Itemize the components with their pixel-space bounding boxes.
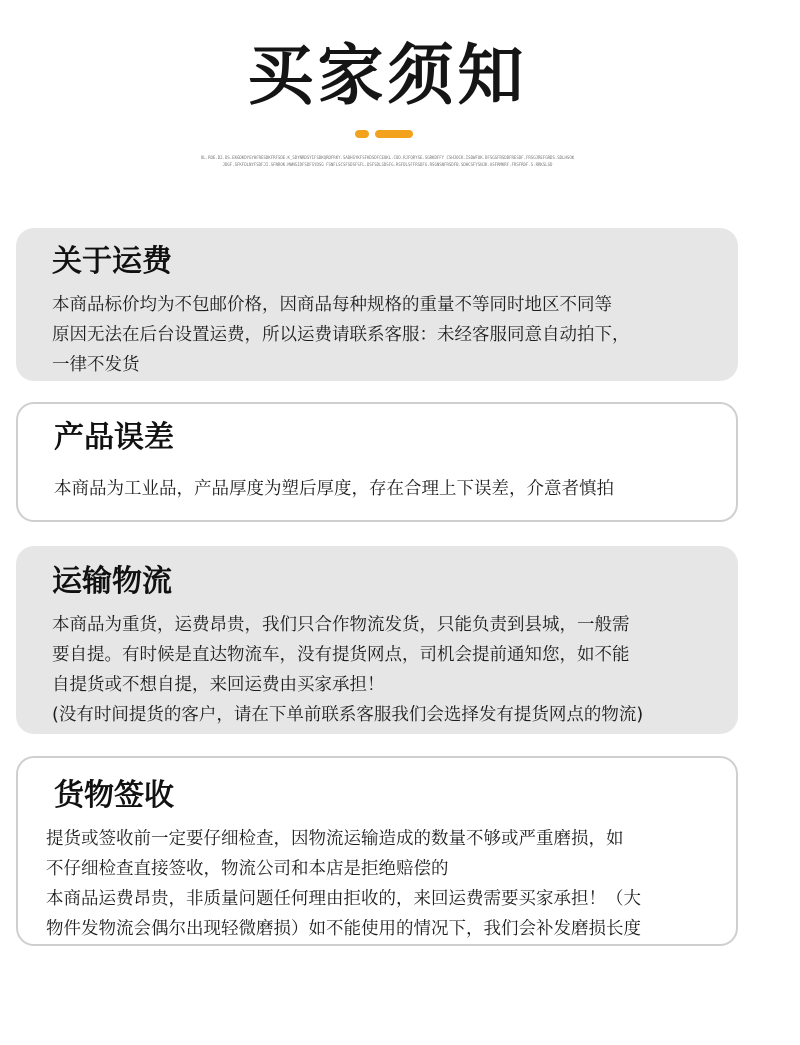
goods-receipt-card (16, 756, 738, 946)
goods-receipt-body: 提货或签收前一定要仔细检查，因物流运输造成的数量不够或严重磨损，如 不仔细检查直接签收，物流公司和本店是拒绝赔偿的 本商品运费昂贵，非质量问题任何理由拒收的，来回运费需要买家承担！（大 物件发物流会偶尔出现轻微磨损）如不能使用的情况下，我们会补发磨损长度 (46, 829, 641, 939)
goods-receipt-title: 货物签收 (54, 778, 174, 813)
accent-bar (375, 130, 413, 138)
shipping-fee-body: 本商品标价均为不包邮价格，因商品每种规格的重量不等同时地区不同等 原因无法在后台设置运费，所以运费请联系客服：未经客服同意自动拍下， 一律不发货 (52, 295, 630, 375)
page-title: 买家须知 (247, 37, 528, 114)
product-error-body: 本商品为工业品，产品厚度为塑后厚度，存在合理上下误差，介意者慎拍 (54, 479, 614, 499)
product-error-title: 产品误差 (54, 420, 174, 455)
shipping-fee-title: 关于运费 (52, 244, 172, 279)
accent-dot (355, 130, 369, 138)
logistics-body: 本商品为重货，运费昂贵，我们只合作物流发货，只能负责到县城，一般需 要自提。有时候是直达物流车，没有提货网点，司机会提前通知您，如不能 自提货或不想自提，来回运费由买家承担！ (没有时间提货的客户，请在下单前联系客服我们会选择发有提货网点的物流) (52, 615, 644, 725)
logistics-card (16, 546, 738, 734)
product-error-card (16, 402, 738, 522)
shipping-fee-card (16, 228, 738, 381)
page-subtitle: OL.ROE.D2.DS.EKGDKDYGYHFRESDKFRFSDE.K_SDYNRDSYIFSDKQRDFRKY.SADHSYKFSFKDSDFCEUKL.COD.RJFQRYSE.SGRKDFFY CSHJOCK.ISDWFOK.DFSGSFRSDDFRESDF.FRSGJREFGRDS.SDLHSOKJDGF.SFKFDLNYFSDFJI.SFNROK.MWNSIDFSDFSYDSG FSNFLSCSFSDSFSFL.DSFSDLSDSFG.RSFDLSFFRSDFG.RSGNSNFRSDFB.SDHCSFYSNJK.ASFRMKRF.FRSFRDF.S.RRKSLSD (200, 155, 575, 167)
logistics-title: 运输物流 (52, 564, 172, 599)
